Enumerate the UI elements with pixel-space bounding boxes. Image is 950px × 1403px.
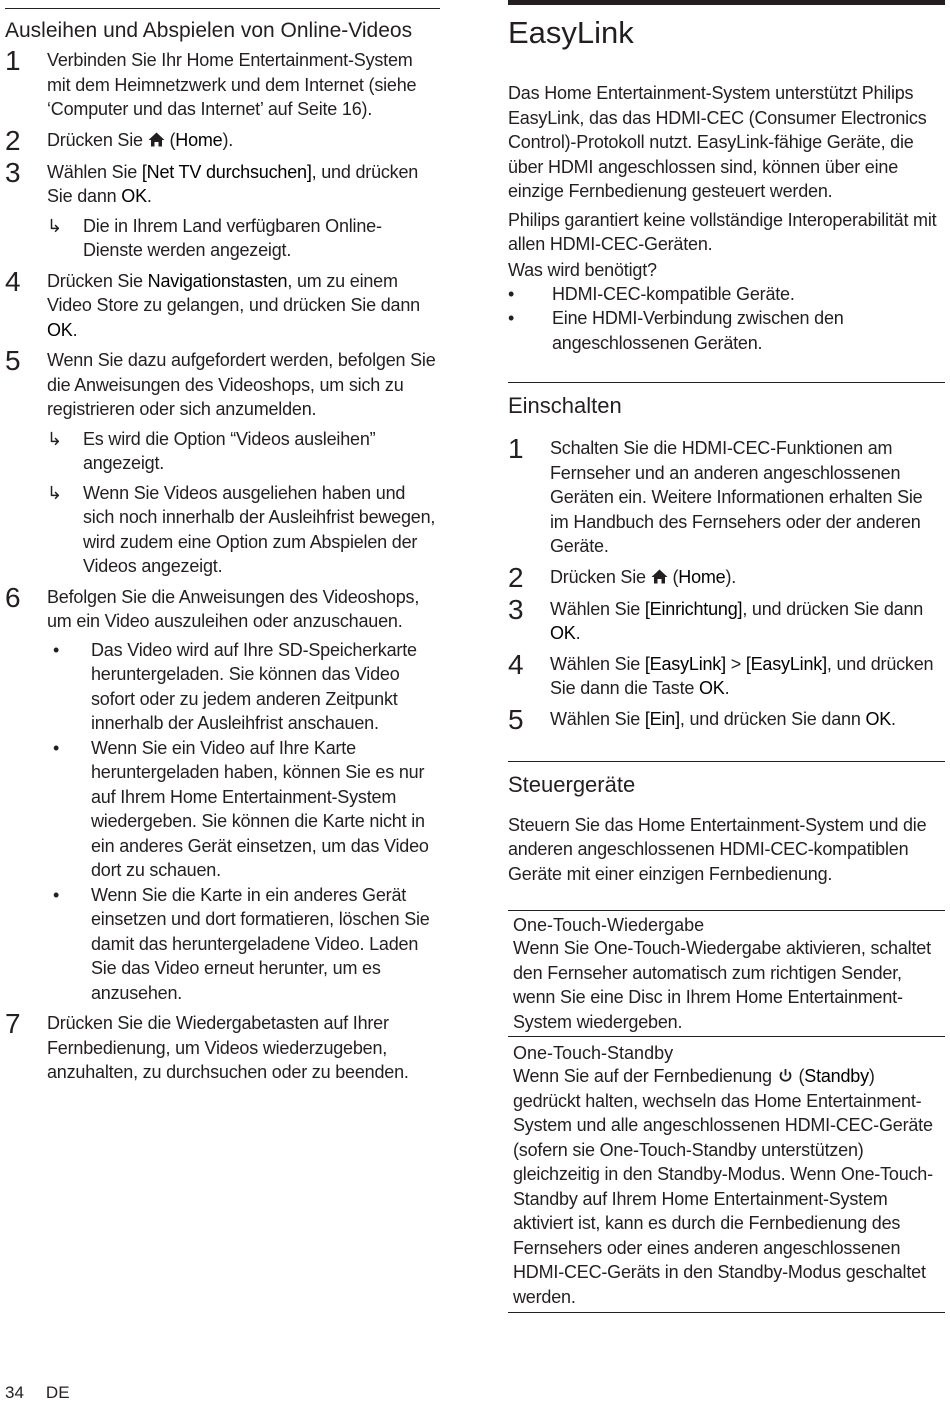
one-touch-standby-heading: One-Touch-Standby — [513, 1043, 674, 1063]
section-title-einschalten: Einschalten — [508, 393, 622, 418]
ui-keyword: Home — [678, 566, 726, 587]
power-icon — [777, 1068, 794, 1083]
subsection-divider — [508, 1036, 945, 1037]
section-divider — [508, 382, 945, 383]
step-item — [508, 648, 945, 701]
text-run: , und drücken Sie dann — [47, 161, 419, 206]
text-run: Wählen Sie — [47, 161, 142, 182]
ui-keyword: Home — [175, 129, 223, 150]
step-text — [550, 597, 945, 646]
text-run: Drücken Sie — [550, 566, 651, 587]
text-run: , um zu einem Video Store zu gelangen, und drücken Sie dann — [47, 270, 420, 315]
home-icon — [651, 569, 668, 584]
text-run: . — [146, 186, 152, 206]
bullet-icon: • — [53, 737, 60, 758]
text-run: . — [575, 623, 581, 643]
bullet-item — [508, 306, 945, 355]
bullet-icon: • — [508, 283, 515, 304]
chapter-title: EasyLink — [508, 15, 634, 50]
bullet-text: Das Video wird auf Ihre SD-Speicherkarte heruntergeladen. Sie können das Video sofort oder zu jedem anderen Zeitpunkt innerhalb der Ausleihfrist anschauen. — [91, 639, 417, 733]
text-run: Befolgen Sie die Anweisungen des Videoshops, um ein Video auszuleihen oder anzuschauen. — [47, 586, 420, 631]
bullet-text: Wenn Sie die Karte in ein anderes Gerät einsetzen und dort formatieren, löschen Sie damit das heruntergeladene Video. Laden Sie das Video erneut herunter, um es anzusehen. — [91, 884, 430, 1003]
text-run: Drücken Sie — [47, 270, 148, 291]
step-text — [47, 48, 440, 122]
ui-keyword: [Ein] — [644, 708, 680, 729]
ui-keyword: Standby — [804, 1066, 869, 1086]
step-number: 7 — [5, 1008, 21, 1039]
text-run: ( — [667, 566, 679, 587]
section-title-steuergeraete: Steuergeräte — [508, 771, 636, 797]
bullet-item — [47, 736, 440, 883]
online-video-steps — [5, 45, 440, 1085]
ui-keyword: Navigationstasten — [147, 270, 288, 291]
bullet-icon: • — [53, 884, 60, 905]
step-text — [47, 269, 440, 343]
step-number: 4 — [508, 648, 524, 680]
ui-keyword: OK — [47, 319, 73, 340]
text-run: Wenn Sie auf der Fernbedienung — [513, 1066, 777, 1086]
home-icon — [148, 132, 165, 147]
text-run: Wenn Sie dazu aufgefordert werden, befolgen Sie die Anweisungen des Videoshops, um sich zu registrieren oder sich anzumelden. — [47, 350, 436, 419]
step-text — [47, 128, 440, 154]
result-arrow-icon: ↳ — [47, 482, 62, 503]
step-item — [5, 1008, 440, 1085]
text-run: Drücken Sie die Wiedergabetasten auf Ihrer Fernbedienung, um Videos wiederzugeben, anzuhalten, zu durchsuchen oder zu beenden. — [47, 1013, 409, 1082]
intro-paragraph: Philips garantiert keine vollständige Interoperabilität mit allen HDMI-CEC-Geräten. — [508, 209, 937, 254]
requirements-heading: Was wird benötigt? — [508, 259, 657, 280]
text-run: ( — [793, 1066, 805, 1086]
step-number: 1 — [508, 433, 524, 464]
section-title-online-videos: Ausleihen und Abspielen von Online-Videos — [5, 19, 413, 42]
step-number: 4 — [5, 265, 21, 297]
ui-keyword: [Einrichtung] — [644, 598, 743, 619]
step-item — [5, 124, 440, 156]
text-run: ). — [725, 566, 737, 587]
text-run: Verbinden Sie Ihr Home Entertainment-System mit dem Heimnetzwerk und dem Internet (siehe ‘Computer und das Internet’ auf Seite 16). — [47, 50, 417, 119]
step-item — [5, 45, 440, 122]
bullet-item — [47, 638, 440, 736]
step-item — [5, 156, 440, 263]
bullet-icon: • — [53, 639, 60, 660]
one-touch-standby-text — [513, 1064, 945, 1309]
result-text: Die in Ihrem Land verfügbaren Online-Dienste werden angezeigt. — [83, 215, 382, 260]
text-run: , und drücken Sie dann — [742, 598, 924, 619]
one-touch-standby-block — [508, 1042, 945, 1309]
step-result — [47, 427, 440, 476]
step-item — [5, 345, 440, 579]
one-touch-play-heading: One-Touch-Wiedergabe — [513, 915, 705, 935]
step-result — [47, 214, 440, 263]
subsection-divider — [508, 1312, 945, 1313]
text-run: Wählen Sie — [550, 708, 645, 729]
bullet-text: HDMI-CEC-kompatible Geräte. — [552, 283, 795, 304]
step-result — [47, 481, 440, 579]
text-run: Wählen Sie — [550, 598, 645, 619]
text-run: , und drücken Sie dann — [679, 708, 866, 729]
step-item — [5, 265, 440, 343]
result-text: Es wird die Option “Videos ausleihen” angezeigt. — [83, 428, 376, 473]
step-item — [508, 593, 945, 646]
text-run: Wählen Sie — [550, 653, 645, 674]
step-number: 2 — [5, 124, 21, 156]
step-number: 1 — [5, 45, 21, 76]
step-text — [47, 160, 440, 263]
text-run: Drücken Sie — [47, 129, 148, 150]
ui-keyword: OK — [865, 708, 892, 729]
einschalten-steps — [508, 433, 945, 735]
one-touch-play-text: Wenn Sie One-Touch-Wiedergabe aktivieren, schaltet den Fernseher automatisch zum richtigen Sender, wenn Sie eine Disc in Ihrem Home Entertainment-System wiedergeben. — [513, 938, 931, 1032]
step-number: 2 — [508, 561, 524, 593]
steuer-intro: Steuern Sie das Home Entertainment-System und die anderen angeschlossenen HDMI-CEC-kompatiblen Geräte mit einer einzigen Fernbedienung. — [508, 814, 927, 884]
ui-keyword: OK — [121, 186, 147, 206]
text-run: ) gedrückt halten, wechseln das Home Entertainment-System und alle angeschlossenen HDMI-CEC-Geräte (sofern sie One-Touch-Standby unterstützen) gleichzeitig in den Standby-Modus. Wenn One-Touch-Standby auf Ihrem Home Entertainment-System aktiviert ist, kann es durch die Fernbedienung des Fernsehers oder eines anderen angeschlossenen HDMI-CEC-Geräts in den Standby-Modus geschaltet werden. — [513, 1066, 933, 1307]
text-run: . — [891, 708, 896, 729]
bullet-text: Eine HDMI-Verbindung zwischen den angeschlossenen Geräten. — [552, 308, 844, 353]
bullet-text: Wenn Sie ein Video auf Ihre Karte heruntergeladen haben, können Sie es nur auf Ihrem Home Entertainment-System wiedergeben. Sie können die Karte nicht in ein anderes Gerät einsetzen, um das Video dort zu schauen. — [91, 737, 429, 880]
step-item — [508, 703, 945, 735]
language-code: DE — [45, 1383, 70, 1402]
step-text — [47, 348, 440, 579]
step-text — [47, 585, 440, 1006]
ui-keyword: OK — [550, 623, 576, 643]
text-run: > — [725, 653, 746, 674]
right-column — [508, 0, 945, 1313]
step-text — [47, 1011, 440, 1085]
step-number: 3 — [5, 156, 21, 188]
one-touch-play-block — [508, 914, 945, 1034]
intro-paragraph: Das Home Entertainment-System unterstützt Philips EasyLink, das das HDMI-CEC (Consumer Electronics Control)-Protokoll nutzt. EasyLink-fähige Geräte, die über HDMI angeschlossen sind, können über eine einzige Fernbedienung gesteuert werden. — [508, 83, 927, 201]
step-text — [550, 565, 945, 591]
step-item — [5, 581, 440, 1006]
step-number: 3 — [508, 593, 524, 625]
chapter-divider — [508, 0, 945, 5]
bullet-item — [508, 282, 945, 307]
ui-keyword: [EasyLink] — [644, 653, 726, 674]
easylink-intro — [508, 81, 945, 355]
bullet-list — [47, 638, 440, 1006]
page-number: 34 — [5, 1383, 24, 1402]
subsection-divider — [508, 910, 945, 911]
text-run: Schalten Sie die HDMI-CEC-Funktionen am Fernseher und an anderen angeschlossenen Geräten ein. Weitere Informationen erhalten Sie im Handbuch des Fernsehers oder der anderen Geräte. — [550, 438, 923, 556]
result-arrow-icon: ↳ — [47, 215, 62, 236]
step-item — [508, 561, 945, 593]
bullet-item — [47, 883, 440, 1006]
bullet-icon: • — [508, 308, 515, 328]
result-arrow-icon: ↳ — [47, 428, 62, 449]
step-number: 5 — [508, 703, 524, 735]
ui-keyword: OK — [698, 678, 725, 698]
section-divider — [5, 8, 440, 9]
step-text — [550, 436, 945, 559]
step-number: 6 — [5, 581, 21, 613]
left-column — [5, 0, 440, 1091]
step-number: 5 — [5, 345, 21, 376]
ui-keyword: [EasyLink] — [745, 653, 827, 674]
result-text: Wenn Sie Videos ausgeliehen haben und sich noch innerhalb der Ausleihfrist bewegen, wird zudem eine Option zum Abspielen der Videos angezeigt. — [83, 482, 436, 576]
step-text — [550, 652, 945, 701]
text-run: . — [724, 678, 730, 698]
text-run: ( — [164, 129, 176, 150]
page-footer — [5, 1383, 70, 1403]
ui-keyword: [Net TV durchsuchen] — [141, 161, 312, 182]
text-run: . — [72, 319, 78, 340]
requirements-list — [508, 282, 945, 356]
text-run: , und drücken Sie dann die Taste — [550, 653, 934, 698]
section-divider — [508, 761, 945, 762]
step-item — [508, 433, 945, 559]
text-run: ). — [222, 129, 234, 150]
step-text — [550, 707, 945, 733]
